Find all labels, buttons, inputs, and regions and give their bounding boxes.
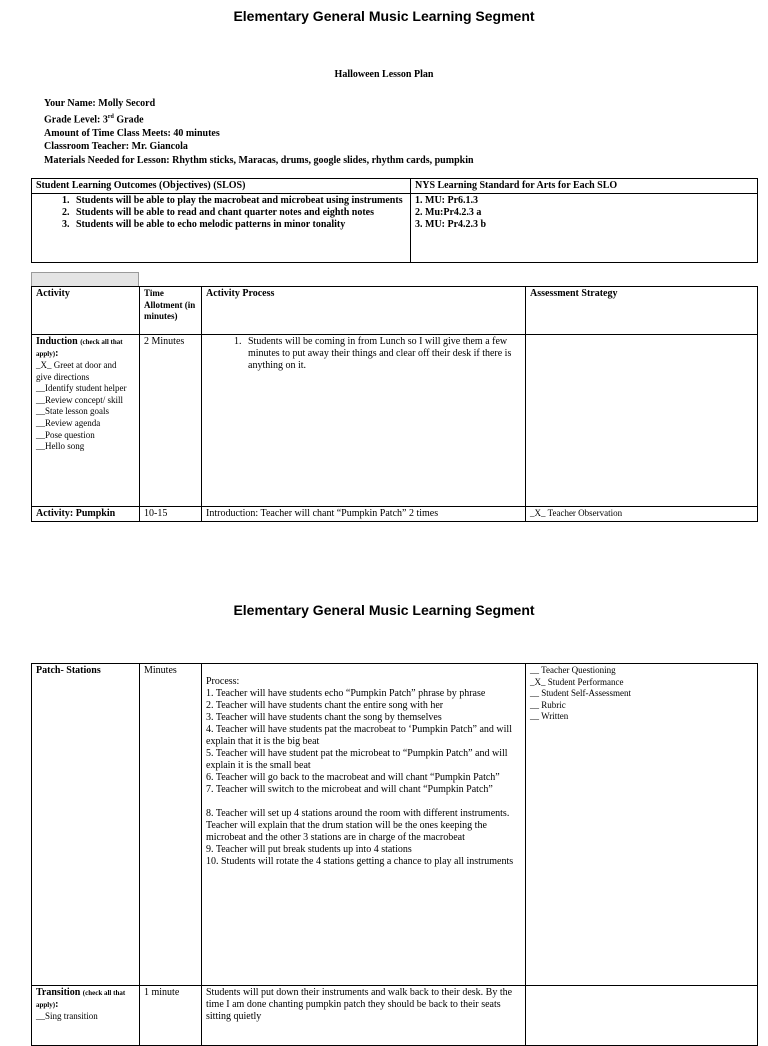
page2-header: Elementary General Music Learning Segment <box>233 602 535 618</box>
assessment-item: __ Teacher Questioning <box>530 665 616 675</box>
patch-process <box>202 664 526 986</box>
slo-item: 2. Students will be able to read and chant quarter notes and eighth notes <box>72 207 406 219</box>
activity-header: Activity <box>32 287 140 335</box>
process-line: 3. Teacher will have students chant the song by themselves <box>206 712 442 723</box>
induction-item: __Identify student helper <box>36 383 127 394</box>
process-line: 1. Teacher will have students echo “Pumpkin Patch” phrase by phrase <box>206 688 486 699</box>
page-header: Elementary General Music Learning Segment <box>233 8 535 24</box>
grade-level: Grade Level: 3rd Grade <box>44 113 144 125</box>
patch-activity: Patch- Stations <box>32 664 140 986</box>
pumpkin-activity: Activity: Pumpkin <box>32 507 140 522</box>
transition-process: Students will put down their instruments and walk back to their desk. By the time I am done chanting pumpkin patch they should be back to their seats sitting quietly <box>202 986 526 1046</box>
induction-item: __Pose question <box>36 429 95 440</box>
pumpkin-process: Introduction: Teacher will chant “Pumpkin Patch” 2 times <box>202 507 526 522</box>
standard-item: 3. MU: Pr4.2.3 b <box>415 219 487 230</box>
process-line: 9. Teacher will put break students up into 4 stations <box>206 844 412 855</box>
transition-title: Transition (check all that apply): <box>36 987 126 1010</box>
induction-title: Induction (check all that apply): <box>36 336 123 359</box>
time-header: Time Allotment (in minutes) <box>140 287 202 335</box>
process-line: 7. Teacher will switch to the microbeat and will chant “Pumpkin Patch” <box>206 784 493 795</box>
assessment-item: _X_ Student Performance <box>530 676 624 687</box>
induction-cell <box>32 335 140 507</box>
standard-item: 1. MU: Pr6.1.3 <box>415 195 479 206</box>
standards-list-cell <box>411 194 758 263</box>
activity-table-continued <box>31 663 758 1046</box>
process-header: Activity Process <box>202 287 526 335</box>
slo-header: Student Learning Outcomes (Objectives) (SLOS) <box>32 179 411 194</box>
process-line: 10. Students will rotate the 4 stations getting a chance to play all instruments <box>206 856 514 867</box>
teacher-name: Your Name: Molly Secord <box>44 98 156 109</box>
standards-header: NYS Learning Standard for Arts for Each SLO <box>411 179 758 194</box>
process-line: 4. Teacher will have students pat the macrobeat to ‘Pumpkin Patch” and will explain that it is the big beat <box>206 724 512 747</box>
assessment-header: Assessment Strategy <box>526 287 758 335</box>
assessment-item: __ Written <box>530 711 569 722</box>
lesson-plan-title: Halloween Lesson Plan <box>334 69 434 80</box>
induction-item: _X_ Greet at door and <box>36 360 117 370</box>
patch-assessment <box>526 664 758 986</box>
classroom-teacher: Classroom Teacher: Mr. Giancola <box>44 141 188 153</box>
slo-table <box>31 178 758 263</box>
process-line: 2. Teacher will have students chant the entire song with her <box>206 700 444 711</box>
process-line: Process: <box>206 676 240 687</box>
induction-time: 2 Minutes <box>140 335 202 507</box>
process-line: 5. Teacher will have student pat the microbeat to “Pumpkin Patch” and will explain it is the small beat <box>206 748 508 771</box>
class-time: Amount of Time Class Meets: 40 minutes <box>44 127 220 139</box>
process-line: 8. Teacher will set up 4 stations around the room with different instruments. Teacher will explain that the drum station will be the ones keeping the microbeat and the other 3 stations are in charge of the macrobeat <box>206 808 510 843</box>
induction-assessment <box>526 335 758 507</box>
assessment-item: __ Student Self-Assessment <box>530 688 631 699</box>
shaded-cell <box>31 272 139 287</box>
transition-time: 1 minute <box>140 986 202 1046</box>
induction-process <box>202 335 526 507</box>
induction-item: __Review concept/ skill <box>36 394 123 405</box>
slo-item: 3. Students will be able to echo melodic patterns in minor tonality <box>72 219 406 231</box>
transition-item: __Sing transition <box>36 1011 98 1021</box>
induction-item: give directions <box>36 371 90 382</box>
pumpkin-assessment: _X_ Teacher Observation <box>526 507 758 522</box>
assessment-item: __ Rubric <box>530 699 566 710</box>
lesson-info <box>44 97 474 167</box>
induction-item: __Review agenda <box>36 417 101 428</box>
transition-assessment <box>526 986 758 1046</box>
activity-table <box>31 286 758 522</box>
process-line: 6. Teacher will go back to the macrobeat and will chant “Pumpkin Patch” <box>206 772 500 783</box>
process-item: 1. Students will be coming in from Lunch so I will give them a few minutes to put away their things and clear off their desk if there is anything on it. <box>244 336 521 372</box>
induction-item: __State lesson goals <box>36 406 109 417</box>
patch-time: Minutes <box>140 664 202 986</box>
transition-cell <box>32 986 140 1046</box>
pumpkin-time: 10-15 <box>140 507 202 522</box>
slo-list-cell <box>32 194 411 263</box>
materials: Materials Needed for Lesson: Rhythm sticks, Maracas, drums, google slides, rhythm cards, pumpkin <box>44 154 474 166</box>
standard-item: 2. Mu:Pr4.2.3 a <box>415 207 482 218</box>
induction-item: __Hello song <box>36 441 85 452</box>
slo-item: 1. Students will be able to play the macrobeat and microbeat using instruments <box>72 195 406 207</box>
